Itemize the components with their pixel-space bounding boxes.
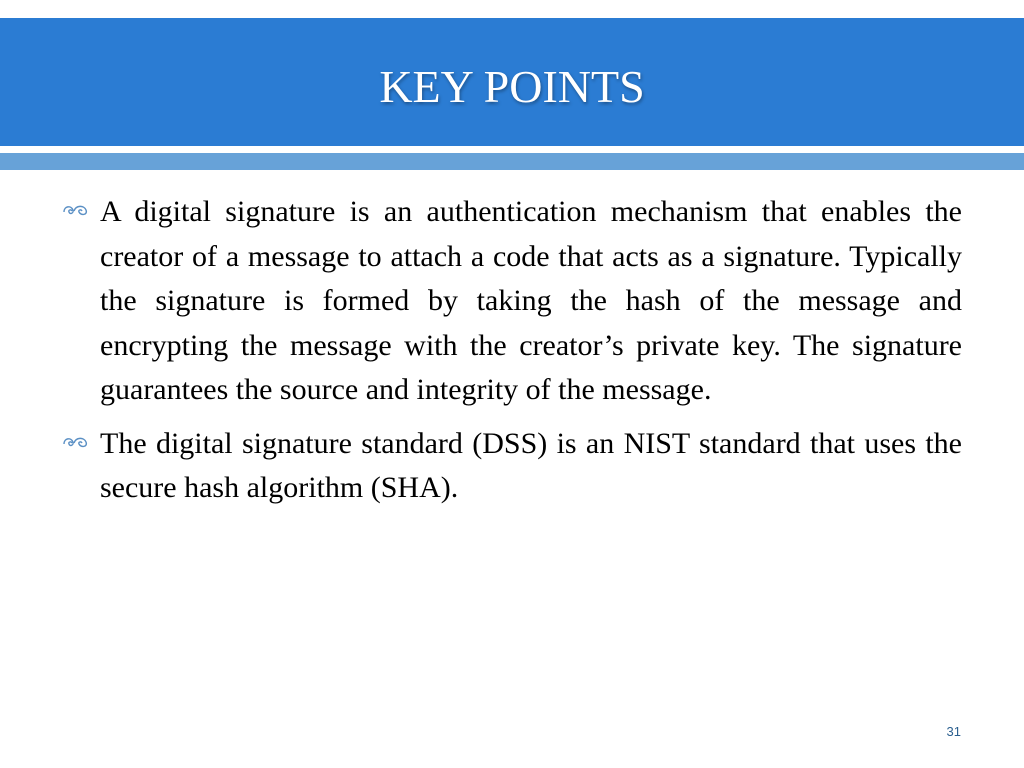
- slide-title: KEY POINTS: [379, 60, 645, 112]
- page-number: 31: [946, 724, 961, 739]
- bullet-text: A digital signature is an authentication mechanism that enables the creator of a message to attach a code that acts as a signature. Typically the signature is formed by taking the hash of the message and encrypting the message with the creator’s private key. The signature guarantees the source and integrity of the message.: [100, 195, 962, 406]
- title-bar: [0, 18, 1024, 146]
- slide-body: [62, 190, 962, 520]
- fleuron-bullet-icon: [62, 202, 90, 218]
- fleuron-bullet-icon: [62, 434, 90, 450]
- bullet-item: [62, 190, 962, 413]
- bullet-item: [62, 422, 962, 511]
- bullet-text: The digital signature standard (DSS) is an NIST standard that uses the secure hash algorithm (SHA).: [100, 426, 962, 504]
- accent-stripe: [0, 153, 1024, 170]
